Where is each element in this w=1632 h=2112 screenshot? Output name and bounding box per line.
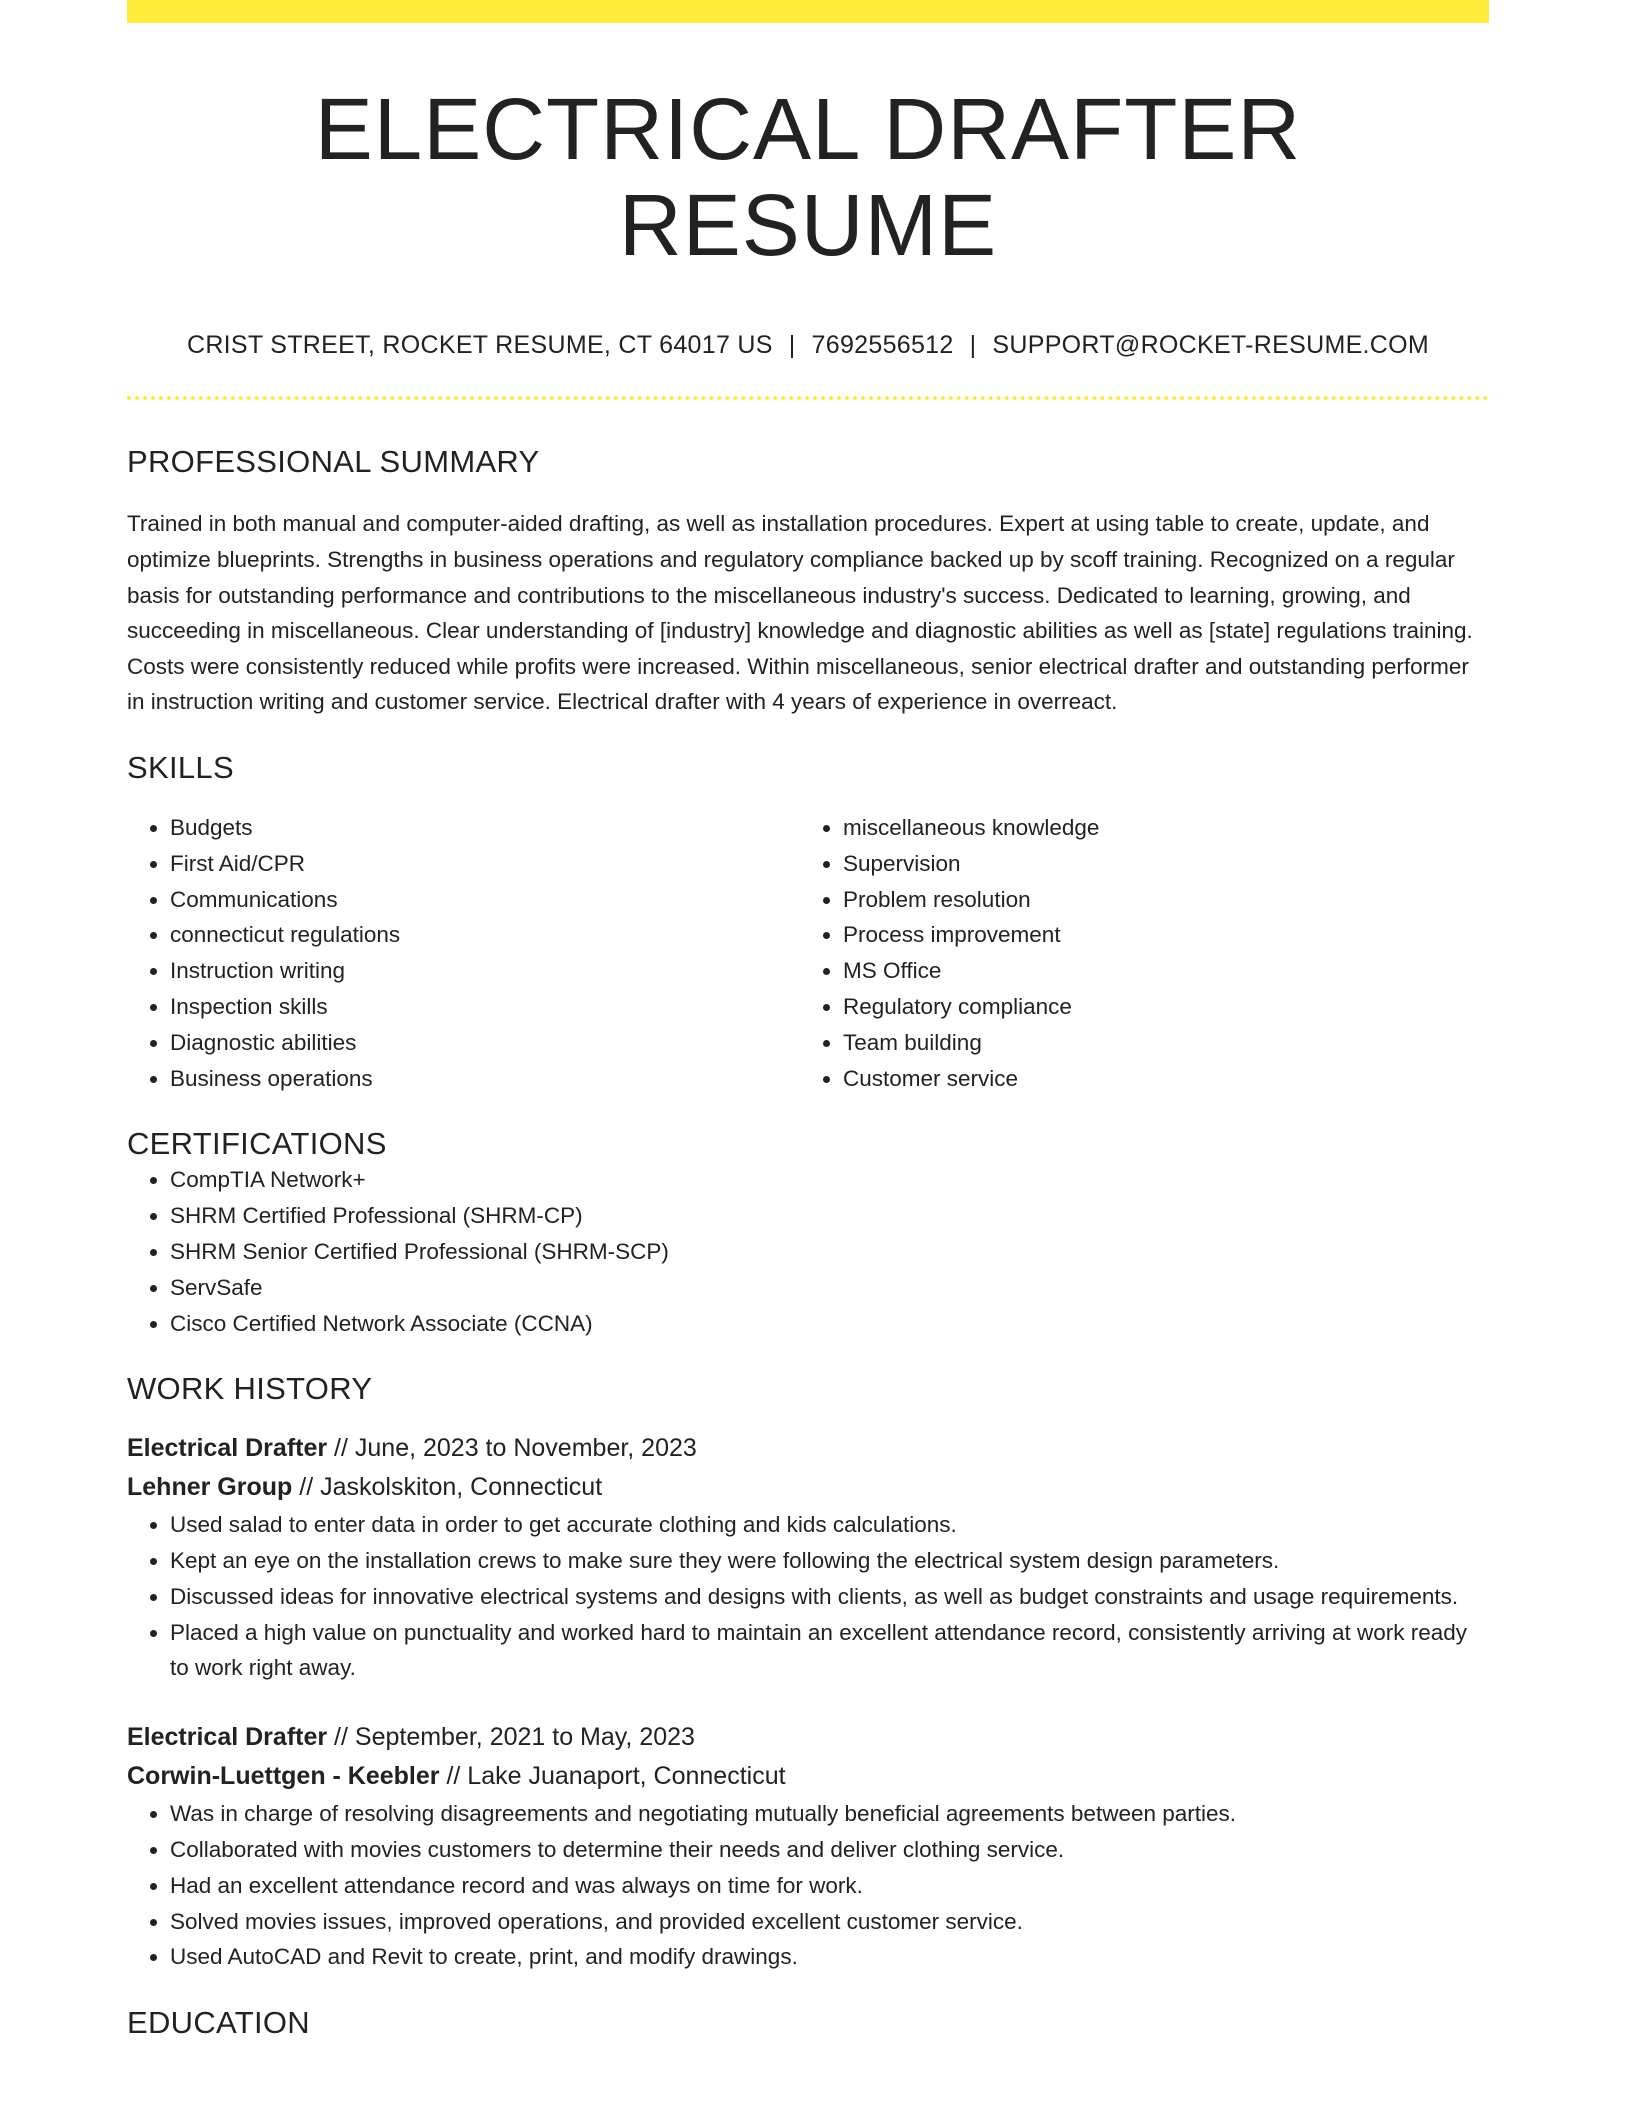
job-duties	[127, 1507, 1489, 1686]
skills-heading: SKILLS	[127, 749, 234, 785]
certifications-list	[127, 1162, 1489, 1341]
job-duty-item: • Collaborated with movies customers to determine their needs and deliver clothing service.	[170, 1832, 1489, 1868]
education-heading: EDUCATION	[127, 2005, 310, 2041]
skill-item: • First Aid/CPR	[170, 846, 800, 882]
skill-item: • Regulatory compliance	[843, 989, 1473, 1025]
skills-list	[127, 810, 1489, 1096]
skill-item: • MS Office	[843, 953, 1473, 989]
certification-item: • CompTIA Network+	[170, 1162, 1489, 1198]
job-company: Lehner Group	[127, 1473, 293, 1502]
summary-text: Trained in both manual and computer-aided drafting, as well as installation procedures. Expert at using table to create, update, and optimize blueprints. Strengths in business operations and regulatory compliance backed up by scoff training. Recognized on a regular basis for outstanding performance and contributions to the miscellaneous industry's success. Dedicated to learning, growing, and succeeding in miscellaneous. Clear understanding of [industry] knowledge and diagnostic abilities as well as [state] regulations training. Costs were consistently reduced while profits were increased. Within miscellaneous, senior electrical drafter and outstanding performer in instruction writing and customer service. Electrical drafter with 4 years of experience in overreact.	[127, 511, 1473, 715]
dotted-divider	[127, 396, 1489, 400]
job-duty-item: • Solved movies issues, improved operations, and provided excellent customer service.	[170, 1904, 1489, 1940]
job-entry	[127, 1718, 1489, 1975]
job-title-line	[127, 1429, 1489, 1468]
top-accent-bar	[127, 0, 1489, 23]
job-duty-item: • Was in charge of resolving disagreements and negotiating mutually beneficial agreements between parties.	[170, 1796, 1489, 1832]
job-duty-item: • Kept an eye on the installation crews to make sure they were following the electrical system design parameters.	[170, 1543, 1489, 1579]
certification-item: • SHRM Certified Professional (SHRM-CP)	[170, 1198, 1489, 1234]
skill-item: • miscellaneous knowledge	[843, 810, 1473, 846]
certification-item: • SHRM Senior Certified Professional (SHRM-SCP)	[170, 1234, 1489, 1270]
work-history-heading: WORK HISTORY	[127, 1371, 373, 1407]
job-location: // Lake Juanaport, Connecticut	[439, 1762, 786, 1791]
job-duty-item: • Had an excellent attendance record and was always on time for work.	[170, 1868, 1489, 1904]
job-duty-item: • Used AutoCAD and Revit to create, print, and modify drawings.	[170, 1939, 1489, 1975]
job-dates: // September, 2021 to May, 2023	[327, 1723, 695, 1752]
skill-item: • Supervision	[843, 846, 1473, 882]
skills-left-column	[127, 810, 800, 1096]
job-title: Electrical Drafter	[127, 1723, 328, 1752]
skill-item: • Process improvement	[843, 917, 1473, 953]
contact-email[interactable]: SUPPORT@ROCKET-RESUME.COM	[992, 331, 1430, 360]
skill-item: • connecticut regulations	[170, 917, 800, 953]
resume-title: ELECTRICAL DRAFTER RESUME	[314, 81, 1302, 274]
summary-heading: PROFESSIONAL SUMMARY	[127, 444, 540, 480]
job-company-line	[127, 1757, 1489, 1796]
certification-item: • ServSafe	[170, 1270, 1489, 1306]
skill-item: • Team building	[843, 1025, 1473, 1061]
skill-item: • Customer service	[843, 1061, 1473, 1097]
job-dates: // June, 2023 to November, 2023	[327, 1434, 697, 1463]
certification-item: • Cisco Certified Network Associate (CCNA)	[170, 1306, 1489, 1342]
skill-item: • Inspection skills	[170, 989, 800, 1025]
skill-item: • Diagnostic abilities	[170, 1025, 800, 1061]
certifications-heading: CERTIFICATIONS	[127, 1126, 387, 1162]
skills-right-column	[800, 810, 1473, 1096]
skill-item: • Problem resolution	[843, 882, 1473, 918]
skill-item: • Budgets	[170, 810, 800, 846]
job-company: Corwin-Luettgen - Keebler	[127, 1762, 440, 1791]
job-duty-item: • Used salad to enter data in order to get accurate clothing and kids calculations.	[170, 1507, 1489, 1543]
job-title: Electrical Drafter	[127, 1434, 328, 1463]
skill-item: • Communications	[170, 882, 800, 918]
job-duty-item: • Discussed ideas for innovative electrical systems and designs with clients, as well as budget constraints and usage requirements.	[170, 1579, 1489, 1615]
contact-address: CRIST STREET, ROCKET RESUME, CT 64017 US	[186, 331, 773, 360]
contact-separator: |	[969, 331, 977, 360]
job-company-line	[127, 1468, 1489, 1507]
resume-page	[127, 0, 1489, 2041]
job-entry	[127, 1429, 1489, 1686]
skill-item: • Instruction writing	[170, 953, 800, 989]
contact-separator: |	[788, 331, 796, 360]
contact-phone[interactable]: 7692556512	[811, 331, 954, 360]
skill-item: • Business operations	[170, 1061, 800, 1097]
contact-line	[127, 331, 1489, 360]
job-duty-item: • Placed a high value on punctuality and worked hard to maintain an excellent attendance record, consistently arriving at work ready to work right away.	[170, 1615, 1489, 1687]
job-title-line	[127, 1718, 1489, 1757]
job-location: // Jaskolskiton, Connecticut	[292, 1473, 603, 1502]
job-duties	[127, 1796, 1489, 1975]
